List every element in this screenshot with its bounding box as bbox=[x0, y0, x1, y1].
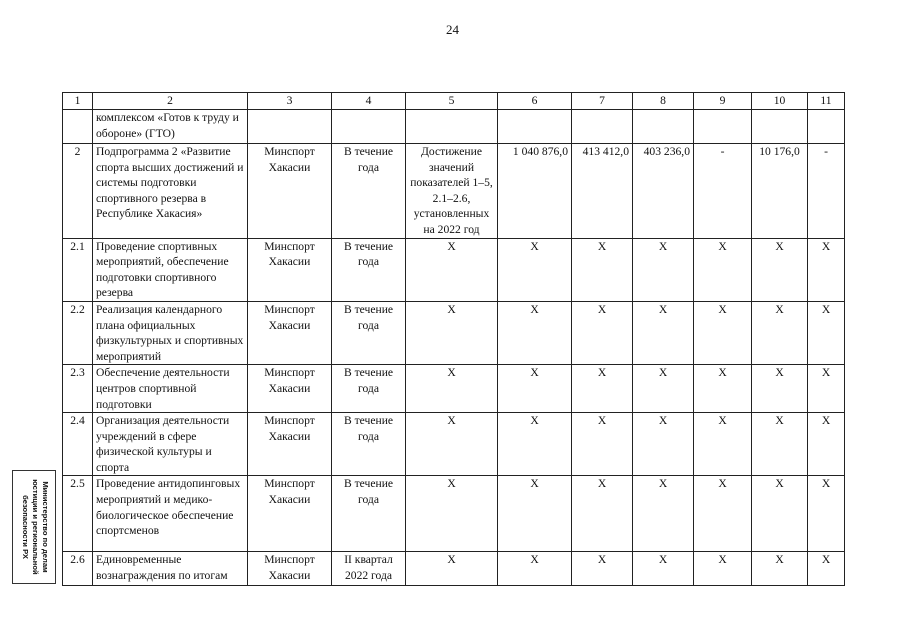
measure-name: Обеспечение деятельности центров спортивной подготовки bbox=[93, 365, 248, 413]
stamp-text bbox=[13, 471, 55, 583]
cell-col8: X bbox=[633, 552, 694, 586]
column-header: 10 bbox=[752, 93, 808, 110]
cell-col7: X bbox=[572, 238, 633, 301]
measure-name: Организация деятельности учреждений в сфере физической культуры и спорта bbox=[93, 413, 248, 476]
cell-col11: - bbox=[808, 144, 845, 239]
cell-col6: X bbox=[498, 301, 572, 364]
expected-result: X bbox=[406, 301, 498, 364]
cell-col8: X bbox=[633, 413, 694, 476]
period: В течение года bbox=[332, 238, 406, 301]
cell-col9: X bbox=[694, 552, 752, 586]
stamp-line: безопасности РХ bbox=[21, 495, 30, 559]
cell-col6 bbox=[498, 110, 572, 144]
cell-col9: X bbox=[694, 301, 752, 364]
cell-col7: X bbox=[572, 413, 633, 476]
registration-stamp bbox=[12, 470, 56, 584]
executor: Минспорт Хакасии bbox=[248, 552, 332, 586]
row-number: 2.2 bbox=[63, 301, 93, 364]
measure-name: Проведение спортивных мероприятий, обеспечение подготовки спортивного резерва bbox=[93, 238, 248, 301]
expected-result: X bbox=[406, 365, 498, 413]
column-header: 7 bbox=[572, 93, 633, 110]
measure-name: Единовременные вознаграждения по итогам bbox=[93, 552, 248, 586]
cell-col10: X bbox=[752, 413, 808, 476]
cell-col7: X bbox=[572, 301, 633, 364]
expected-result bbox=[406, 110, 498, 144]
cell-col10: X bbox=[752, 476, 808, 552]
cell-col7: 413 412,0 bbox=[572, 144, 633, 239]
measure-name: Подпрограмма 2 «Развитие спорта высших достижений и системы подготовки спортивного резерва в Республике Хакасия» bbox=[93, 144, 248, 239]
column-header: 6 bbox=[498, 93, 572, 110]
measure-name: Проведение антидопинговых мероприятий и медико-биологическое обеспечение спортсменов bbox=[93, 476, 248, 552]
executor: Минспорт Хакасии bbox=[248, 301, 332, 364]
table-row bbox=[63, 476, 845, 552]
cell-col6: 1 040 876,0 bbox=[498, 144, 572, 239]
period: В течение года bbox=[332, 476, 406, 552]
cell-col11: X bbox=[808, 552, 845, 586]
measure-name: Реализация календарного плана официальных физкультурных и спортивных мероприятий bbox=[93, 301, 248, 364]
stamp-line: Министерство по делам bbox=[41, 481, 50, 573]
row-number: 2.6 bbox=[63, 552, 93, 586]
page-number: 24 bbox=[446, 22, 459, 37]
table-row bbox=[63, 110, 845, 144]
column-header: 4 bbox=[332, 93, 406, 110]
executor: Минспорт Хакасии bbox=[248, 238, 332, 301]
executor: Минспорт Хакасии bbox=[248, 476, 332, 552]
cell-col8: X bbox=[633, 238, 694, 301]
cell-col9: X bbox=[694, 238, 752, 301]
cell-col10: X bbox=[752, 301, 808, 364]
table-row bbox=[63, 301, 845, 364]
cell-col8: X bbox=[633, 301, 694, 364]
measure-name: комплексом «Готов к труду и обороне» (ГТО) bbox=[93, 110, 248, 144]
cell-col6: X bbox=[498, 238, 572, 301]
executor: Минспорт Хакасии bbox=[248, 144, 332, 239]
period: В течение года bbox=[332, 365, 406, 413]
column-header: 11 bbox=[808, 93, 845, 110]
cell-col11: X bbox=[808, 365, 845, 413]
cell-col8 bbox=[633, 110, 694, 144]
period: II квартал 2022 года bbox=[332, 552, 406, 586]
expected-result: X bbox=[406, 413, 498, 476]
cell-col8: X bbox=[633, 476, 694, 552]
cell-col7: X bbox=[572, 552, 633, 586]
cell-col6: X bbox=[498, 365, 572, 413]
executor: Минспорт Хакасии bbox=[248, 365, 332, 413]
executor: Минспорт Хакасии bbox=[248, 413, 332, 476]
column-header: 2 bbox=[93, 93, 248, 110]
expected-result: Достижение значений показателей 1–5, 2.1–2.6, установленных на 2022 год bbox=[406, 144, 498, 239]
cell-col11: X bbox=[808, 238, 845, 301]
executor bbox=[248, 110, 332, 144]
expected-result: X bbox=[406, 238, 498, 301]
period: В течение года bbox=[332, 301, 406, 364]
cell-col6: X bbox=[498, 413, 572, 476]
column-header: 3 bbox=[248, 93, 332, 110]
table-row bbox=[63, 413, 845, 476]
row-number bbox=[63, 110, 93, 144]
table-row bbox=[63, 365, 845, 413]
plan-table bbox=[62, 92, 845, 586]
row-number: 2.4 bbox=[63, 413, 93, 476]
cell-col10: X bbox=[752, 365, 808, 413]
stamp-line: юстиции и региональной bbox=[31, 479, 40, 575]
cell-col9: X bbox=[694, 365, 752, 413]
cell-col10: 10 176,0 bbox=[752, 144, 808, 239]
cell-col11 bbox=[808, 110, 845, 144]
cell-col7 bbox=[572, 110, 633, 144]
period: В течение года bbox=[332, 413, 406, 476]
cell-col10: X bbox=[752, 552, 808, 586]
column-header: 8 bbox=[633, 93, 694, 110]
cell-col8: X bbox=[633, 365, 694, 413]
period bbox=[332, 110, 406, 144]
period: В течение года bbox=[332, 144, 406, 239]
expected-result: X bbox=[406, 552, 498, 586]
cell-col10 bbox=[752, 110, 808, 144]
cell-col6: X bbox=[498, 552, 572, 586]
cell-col6: X bbox=[498, 476, 572, 552]
table-row bbox=[63, 144, 845, 239]
cell-col11: X bbox=[808, 301, 845, 364]
cell-col9: X bbox=[694, 476, 752, 552]
expected-result: X bbox=[406, 476, 498, 552]
column-header: 9 bbox=[694, 93, 752, 110]
cell-col8: 403 236,0 bbox=[633, 144, 694, 239]
row-number: 2 bbox=[63, 144, 93, 239]
column-header: 1 bbox=[63, 93, 93, 110]
row-number: 2.5 bbox=[63, 476, 93, 552]
cell-col7: X bbox=[572, 476, 633, 552]
cell-col11: X bbox=[808, 413, 845, 476]
table-row bbox=[63, 238, 845, 301]
cell-col9 bbox=[694, 110, 752, 144]
table-row bbox=[63, 552, 845, 586]
cell-col7: X bbox=[572, 365, 633, 413]
row-number: 2.3 bbox=[63, 365, 93, 413]
cell-col9: X bbox=[694, 413, 752, 476]
header-row bbox=[63, 93, 845, 110]
cell-col9: - bbox=[694, 144, 752, 239]
row-number: 2.1 bbox=[63, 238, 93, 301]
cell-col10: X bbox=[752, 238, 808, 301]
column-header: 5 bbox=[406, 93, 498, 110]
cell-col11: X bbox=[808, 476, 845, 552]
